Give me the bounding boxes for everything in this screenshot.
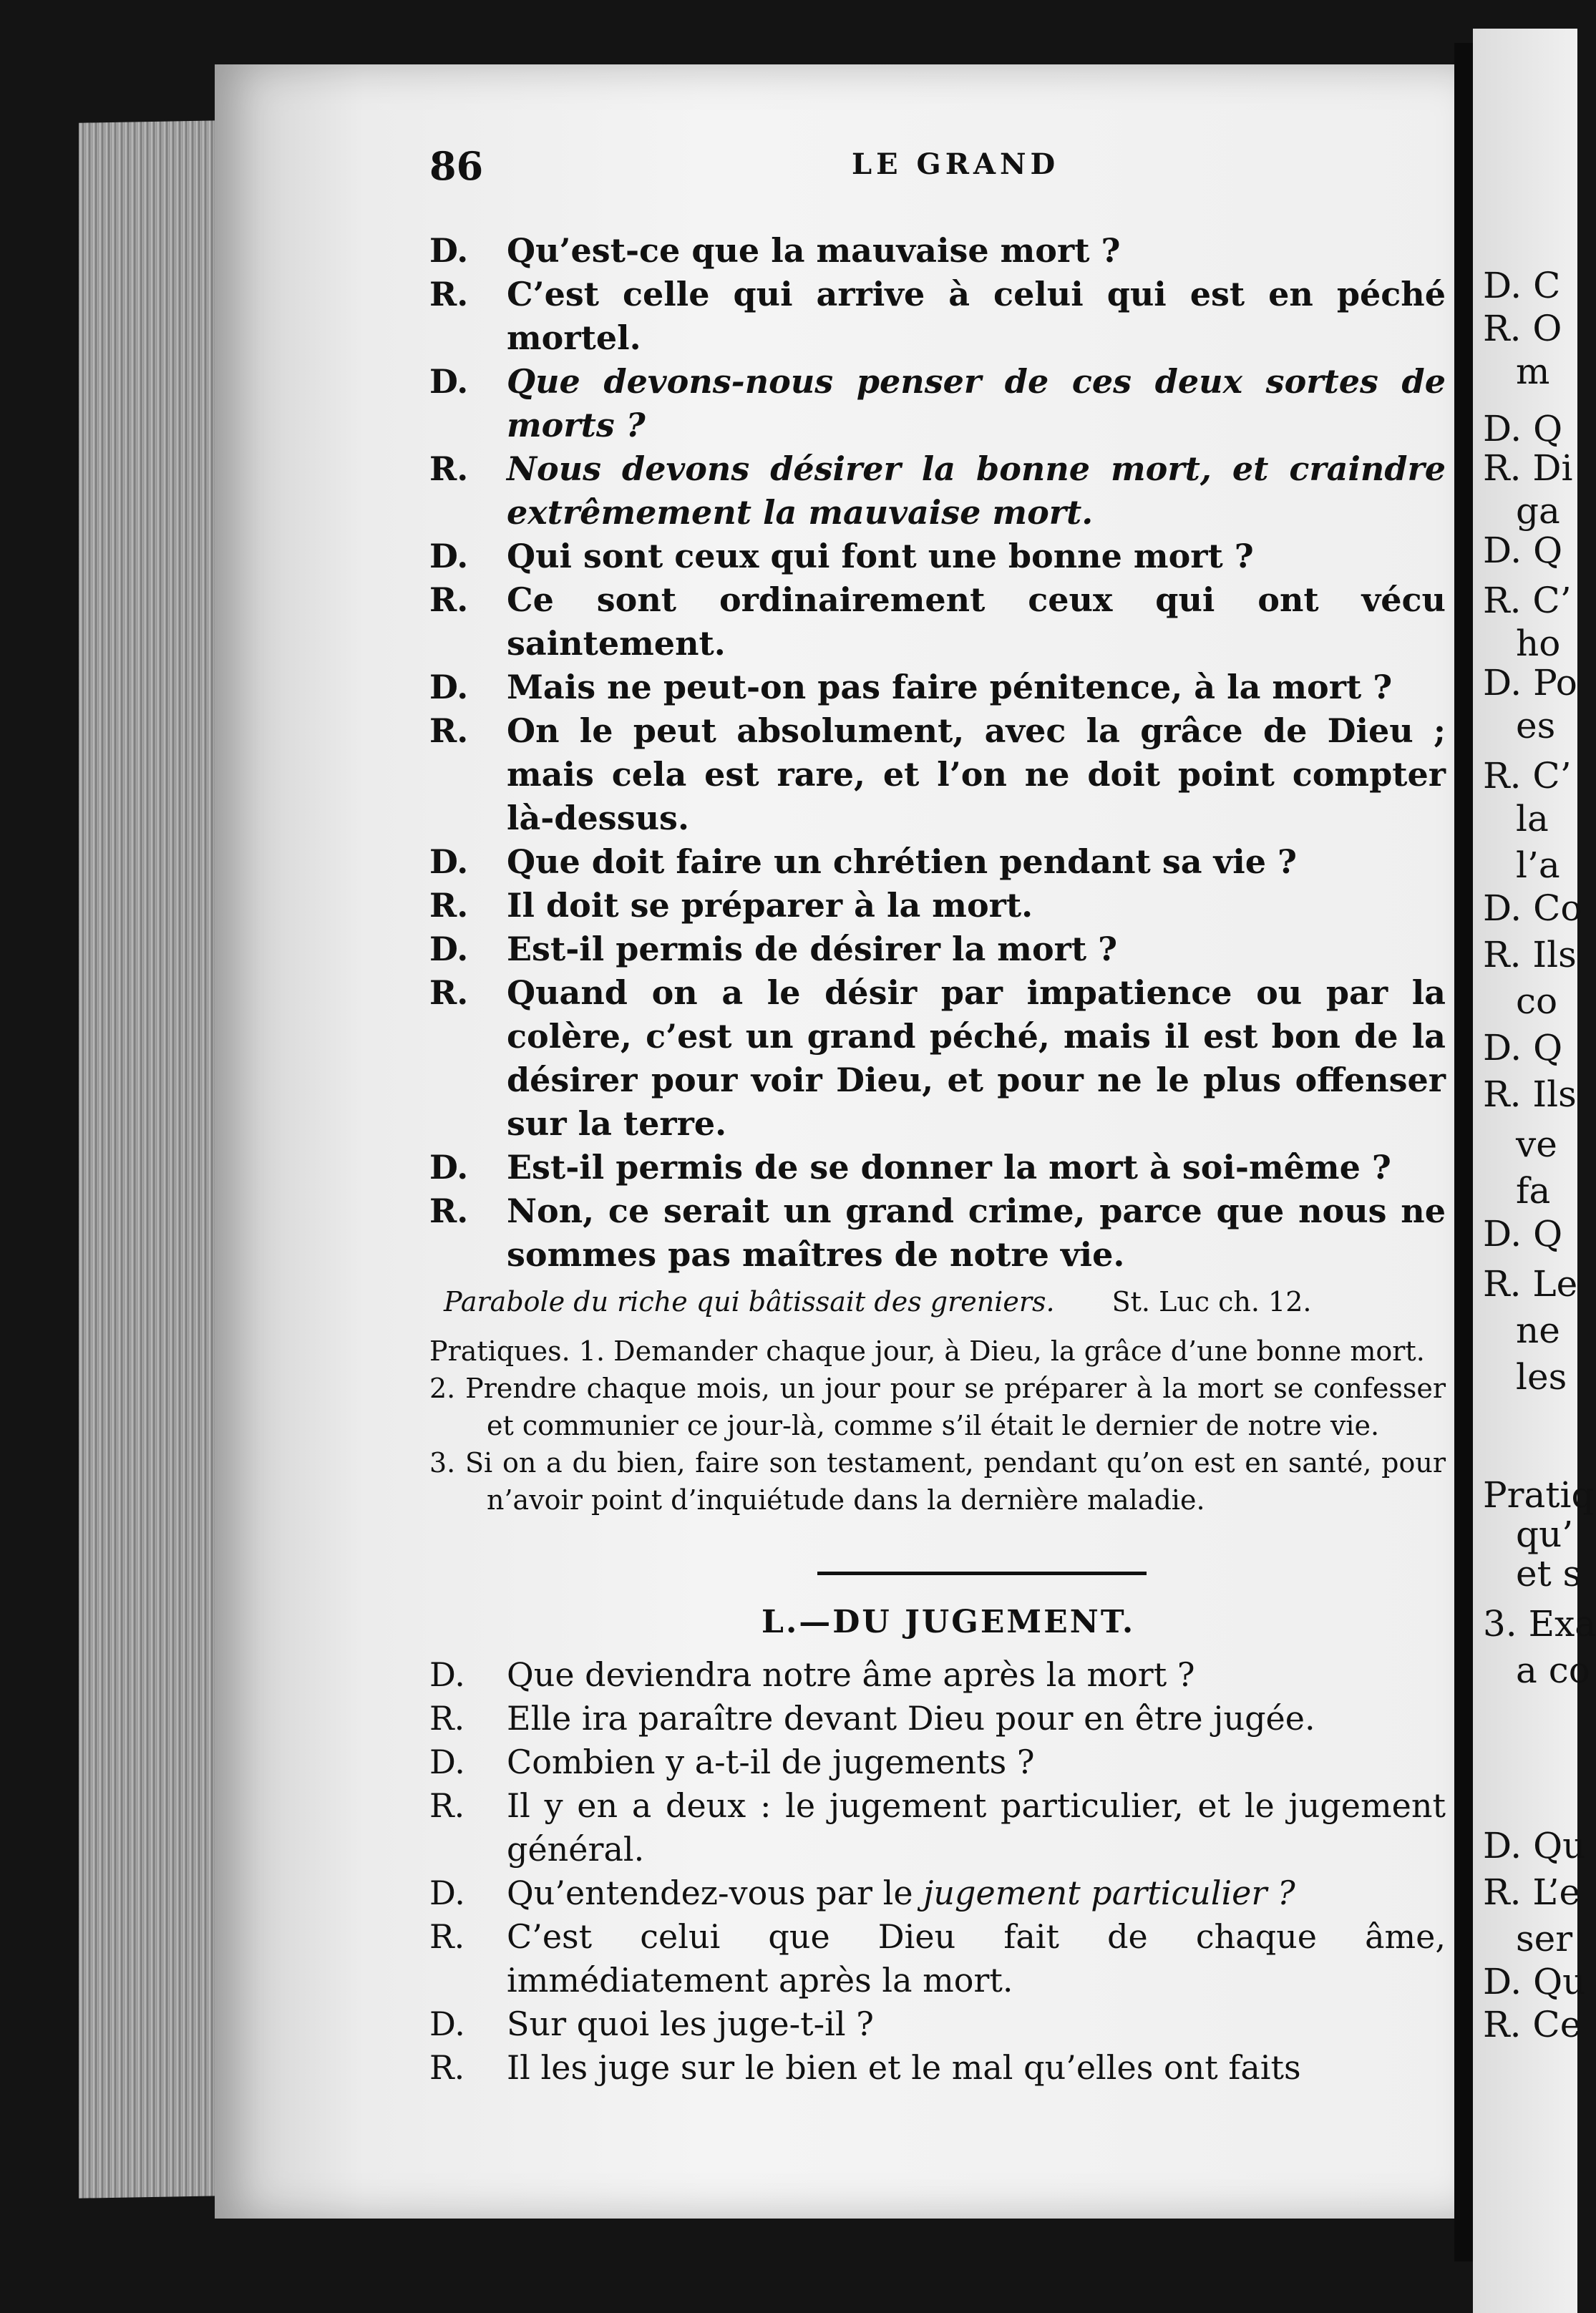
dialog-marker: R. [429,1786,465,1825]
answer-line [429,1697,1446,1740]
facing-page-fragment: R. Ils [1483,1073,1577,1115]
page-number: 86 [429,143,484,189]
answer-line [429,2046,1446,2090]
facing-page-fragment: co [1516,980,1558,1022]
dialog-text: Qu’est-ce que la mauvaise mort ? [507,231,1121,270]
facing-page-fragment: fa [1516,1170,1551,1212]
facing-page-fragment: D. Q [1483,408,1563,449]
dialog-marker: R. [429,580,469,619]
answer-line [429,447,1446,535]
answer-line [429,1784,1446,1871]
facing-page-fragment: 3. Exa [1483,1603,1596,1645]
facing-page-fragment: D. Po [1483,662,1577,703]
dialog-marker: R. [429,275,469,313]
facing-page-fragment: R. C’ [1483,580,1572,621]
dialog-marker: D. [429,1148,469,1187]
facing-page-fragment: qu’ [1516,1514,1574,1555]
dialog-marker: D. [429,668,469,706]
dialog-text-plain: Qu’entendez-vous par le [507,1874,924,1912]
dialog-text: C’est celle qui arrive à celui qui est en péché mortel. [507,275,1446,357]
dialog-text-italic: jugement particulier ? [923,1874,1295,1912]
question-line [429,229,1446,273]
book-spine [1454,43,1473,2261]
dialog-marker: R. [429,973,469,1012]
facing-page-fragment: R. Di [1483,447,1573,489]
page-text [429,229,1446,2090]
question-line [429,666,1446,709]
facing-page-fragment: R. O [1483,308,1562,349]
parable-line [444,1281,1446,1323]
pratiques-label: Pratiques. [429,1335,570,1367]
facing-page-fragment: D. C [1483,265,1561,306]
question-line [429,535,1446,578]
facing-page-fragment: la [1516,798,1549,839]
question-line [429,840,1446,884]
dialog-marker: R. [429,886,469,925]
dialog-text: Il y en a deux : le jugement particulier, et le jugement général. [507,1786,1446,1869]
question-line [429,360,1446,447]
facing-page-fragment: D. Q [1483,1213,1563,1255]
dialog-marker: R. [429,1699,465,1738]
facing-page-fragment: D. Co [1483,887,1582,929]
answer-line [429,971,1446,1146]
facing-page-fragment: D. Q [1483,530,1563,571]
dialog-text: Il doit se préparer à la mort. [507,886,1033,925]
facing-page-fragment: D. Q [1483,1027,1563,1068]
pratiques-block [429,1333,1446,1519]
pratique-text: 3. Si on a du bien, faire son testament, pendant qu’on est en santé, pour n’avoir point d’inquiétude dans la dernière maladie. [429,1447,1446,1516]
facing-page-fragment: es [1516,705,1556,746]
facing-page [1473,29,1596,2313]
question-line [429,1146,1446,1189]
facing-page-fragment: R. Le [1483,1263,1578,1305]
facing-page-fragment: R. C’ [1483,755,1572,797]
dialog-text: Ce sont ordinairement ceux qui ont vécu saintement. [507,580,1446,663]
dialog-text: Quand on a le désir par impatience ou par la colère, c’est un grand péché, mais il est bon de la désirer pour voir Dieu, et pour ne le plus offenser sur la terre. [507,973,1446,1143]
dialog-marker: D. [429,362,469,401]
dialog-text: Que devons-nous penser de ces deux sortes de morts ? [507,362,1446,444]
dialog-text: On le peut absolument, avec la grâce de Dieu ; mais cela est rare, et l’on ne doit point compter là-dessus. [507,711,1446,837]
dialog-text: Que doit faire un chrétien pendant sa vie ? [507,842,1297,881]
dialog-part-2 [429,1653,1446,2090]
parable-reference: St. Luc ch. 12. [1111,1286,1312,1318]
dialog-marker: R. [429,711,469,750]
question-line [429,1653,1446,1697]
dialog-marker: D. [429,842,469,881]
facing-page-fragment: ve [1516,1124,1557,1165]
facing-page-fragment: D. Qu [1483,1825,1586,1866]
pratique-text: 1. Demander chaque jour, à Dieu, la grâce d’une bonne mort. [578,1335,1425,1367]
pratique-item-3 [429,1444,1446,1519]
dialog-marker: D. [429,537,469,575]
dialog-text: Que deviendra notre âme après la mort ? [507,1655,1195,1694]
dialog-marker: D. [429,1655,465,1694]
question-line [429,1871,1446,1915]
dialog-marker: D. [429,231,469,270]
facing-page-fragment: D. Qu [1483,1961,1586,2002]
dialog-marker: D. [429,1874,465,1912]
section-title: L.—DU JUGEMENT. [761,1604,1136,1640]
running-title: LE GRAND [852,147,1060,181]
facing-page-fragment: R. Ce [1483,2004,1582,2045]
section-divider [817,1572,1147,1575]
question-line [429,1740,1446,1784]
dialog-text: Il les juge sur le bien et le mal qu’elles ont faits [507,2048,1301,2087]
answer-line [429,1189,1446,1277]
dialog-marker: D. [429,930,469,968]
dialog-text [507,1871,1446,1915]
facing-page-fragment: ne [1516,1310,1560,1351]
answer-line [429,884,1446,927]
answer-line [429,273,1446,360]
facing-page-fragment: ser [1516,1918,1573,1959]
dialog-text: Mais ne peut-on pas faire pénitence, à la mort ? [507,668,1393,706]
answer-line [429,1915,1446,2002]
facing-page-fragment: R. Ils [1483,934,1577,975]
dialog-text: Elle ira paraître devant Dieu pour en être jugée. [507,1699,1315,1738]
facing-page-fragment: et s [1516,1553,1582,1594]
dialog-text: Est-il permis de se donner la mort à soi-même ? [507,1148,1391,1187]
facing-page-fragment: ga [1516,490,1560,532]
parable-title: Parabole du riche qui bâtissait des greniers. [444,1286,1055,1318]
facing-page-fragment: les [1516,1356,1567,1398]
dialog-marker: R. [429,449,469,488]
dialog-marker: R. [429,1192,469,1230]
dialog-part-1 [429,229,1446,1277]
facing-page-fragment: m [1516,351,1550,392]
running-header [429,143,1431,193]
facing-page-fragment: R. L’e [1483,1871,1581,1913]
page-edges [79,120,222,2198]
facing-page-fragment: l’a [1516,844,1560,886]
question-line [429,2002,1446,2046]
pratique-item-2 [429,1370,1446,1444]
pratique-text: 2. Prendre chaque mois, un jour pour se préparer à la mort se confesser et communier ce jour-là, comme s’il était le dernier de notre vie. [429,1373,1446,1441]
pratique-item-1 [429,1333,1446,1370]
dialog-text: C’est celui que Dieu fait de chaque âme, immédiatement après la mort. [507,1917,1446,2000]
facing-page-fragment: Pratiq [1483,1474,1595,1516]
dialog-text: Est-il permis de désirer la mort ? [507,930,1118,968]
dialog-text: Combien y a-t-il de jugements ? [507,1743,1035,1781]
dialog-text: Sur quoi les juge-t-il ? [507,2005,874,2043]
answer-line [429,578,1446,666]
answer-line [429,709,1446,840]
facing-page-fragment: a co [1516,1650,1590,1691]
question-line [429,927,1446,971]
dialog-marker: D. [429,2005,465,2043]
dialog-marker: D. [429,1743,465,1781]
facing-page-fragment: ho [1516,623,1561,664]
dialog-text: Non, ce serait un grand crime, parce que nous ne sommes pas maîtres de notre vie. [507,1192,1446,1274]
dialog-text: Qui sont ceux qui font une bonne mort ? [507,537,1254,575]
dialog-marker: R. [429,1917,465,1956]
dialog-text: Nous devons désirer la bonne mort, et craindre extrêmement la mauvaise mort. [507,449,1446,532]
dialog-marker: R. [429,2048,465,2087]
